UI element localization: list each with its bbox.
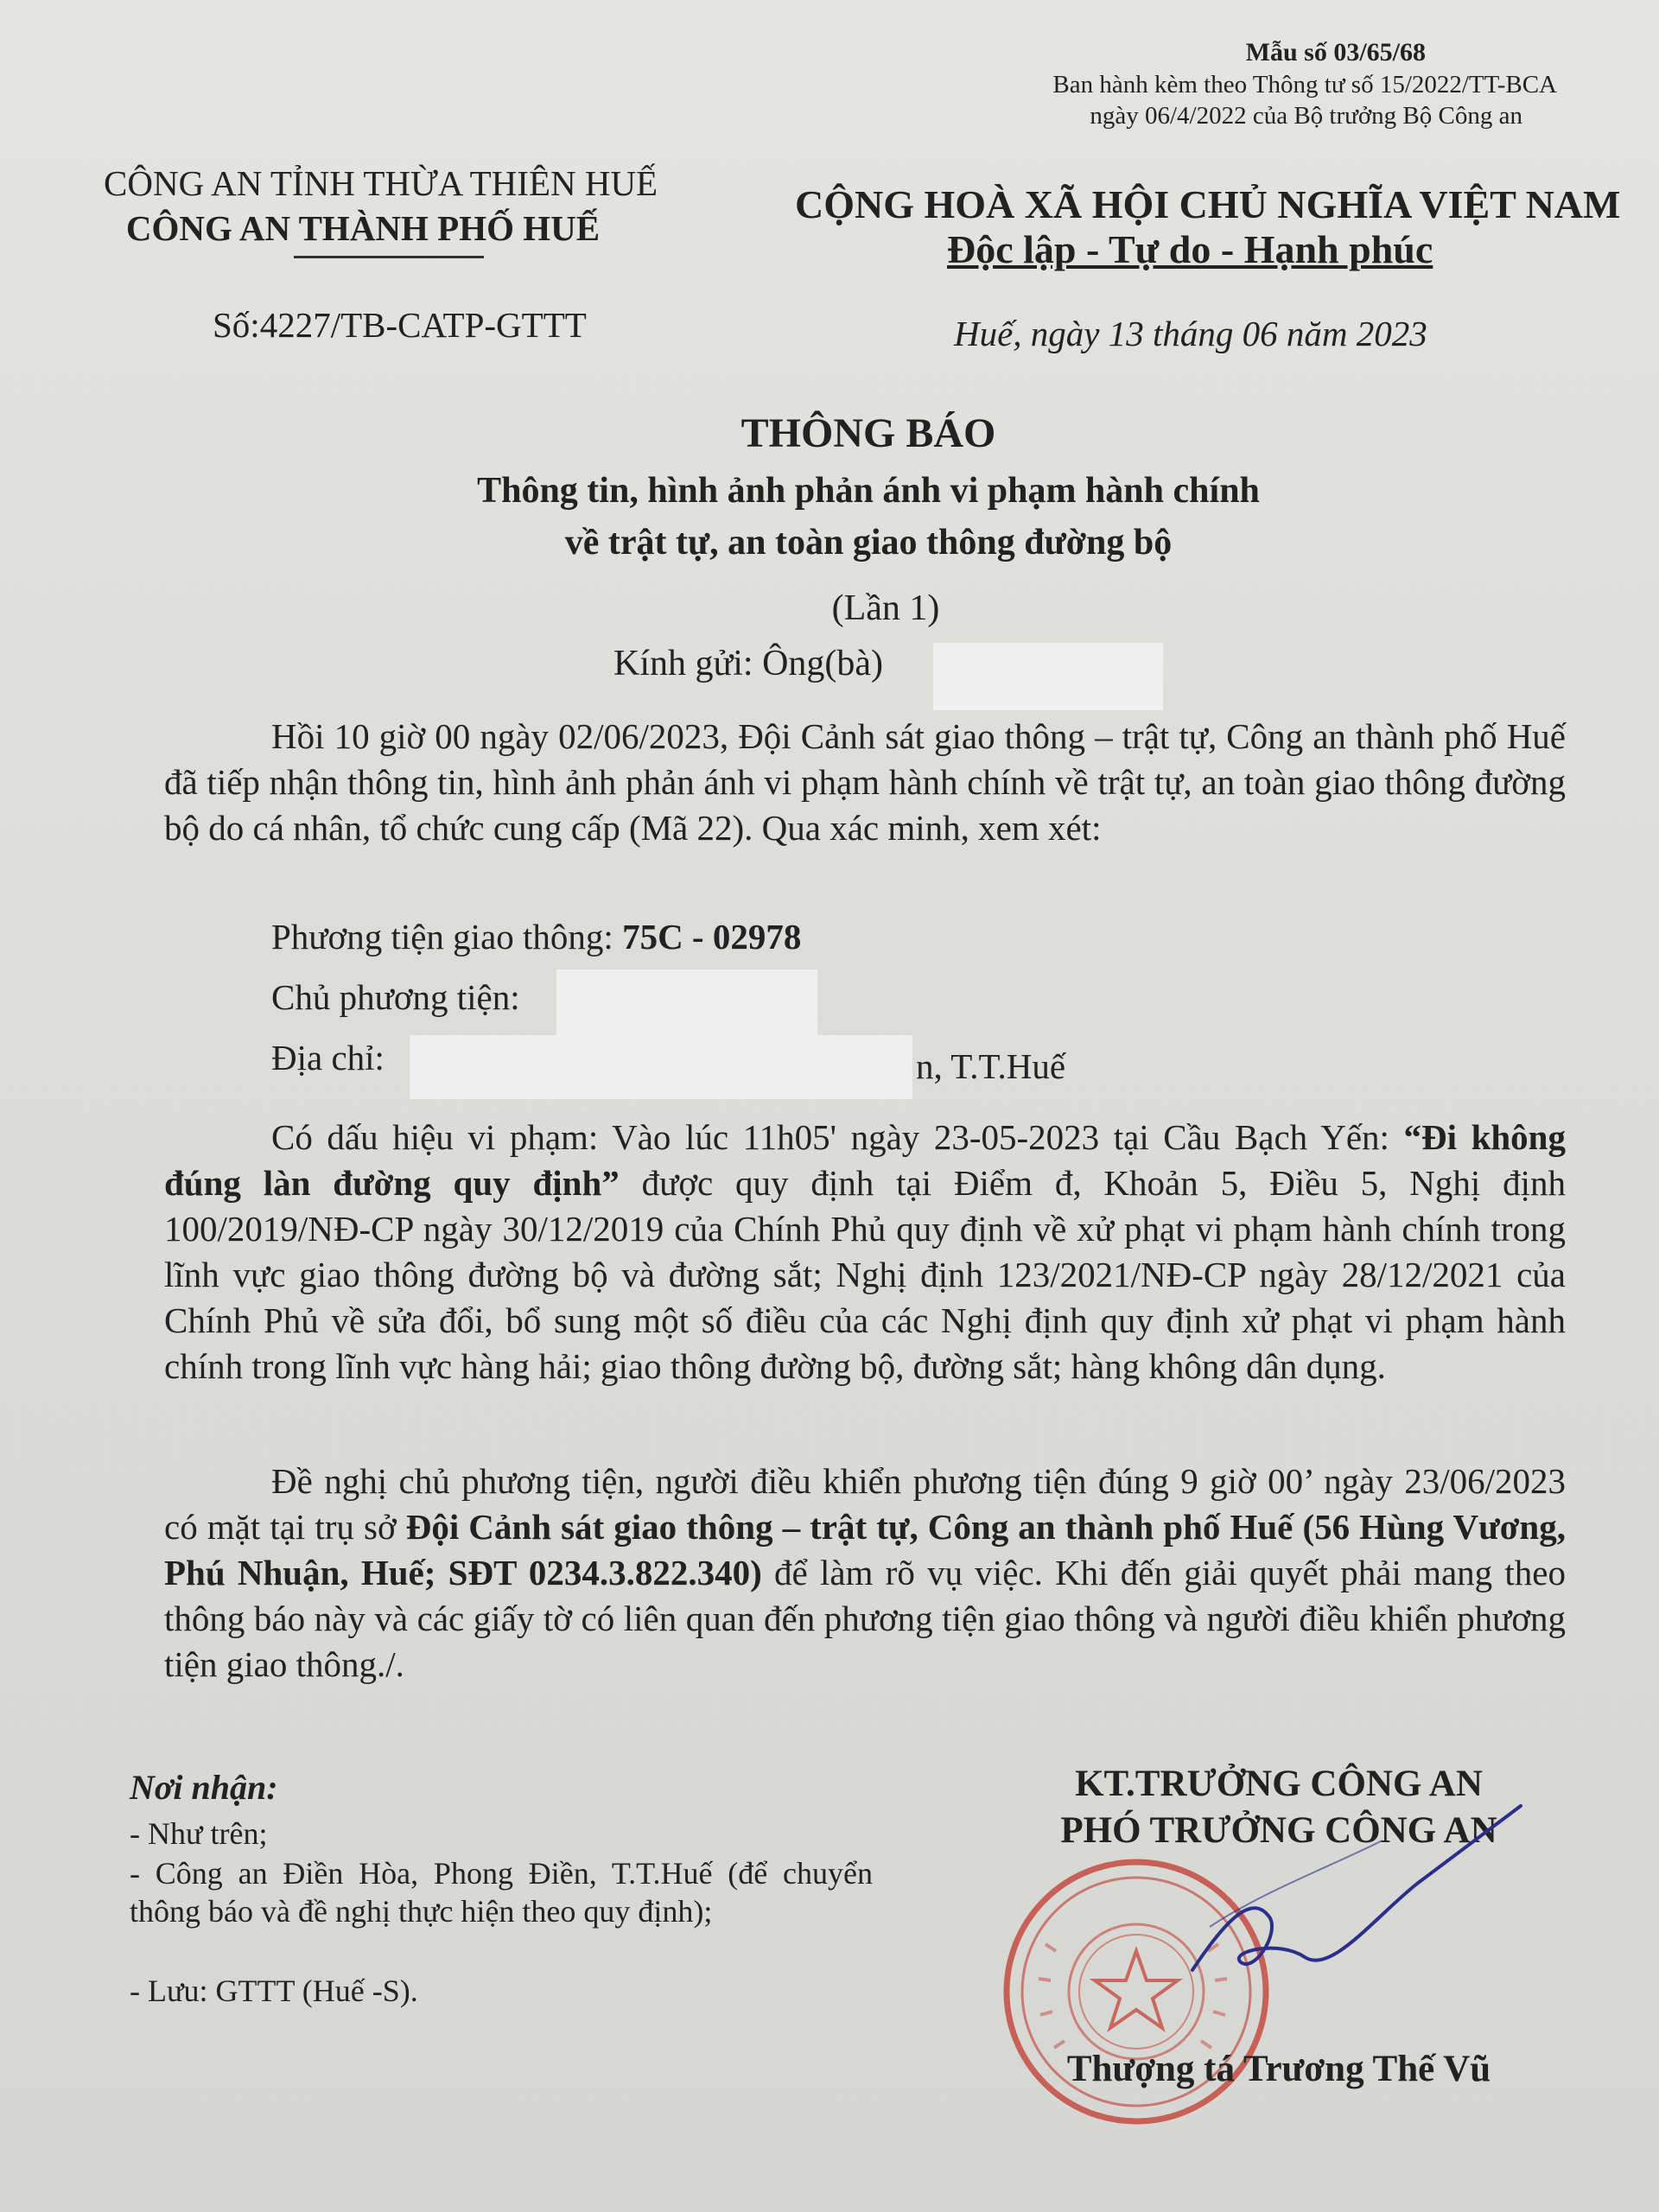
- recipient-item-2: - Công an Điền Hòa, Phong Điền, T.T.Huế (để chuyển thông báo và đề nghị thực hiện theo quy định);: [130, 1856, 873, 1929]
- place-date: Huế, ngày 13 tháng 06 năm 2023: [954, 314, 1427, 353]
- subject-line-2: về trật tự, an toàn giao thông đường bộ: [564, 523, 1173, 563]
- form-issued-line2: ngày 06/4/2022 của Bộ trưởng Bộ Công an: [1090, 102, 1522, 130]
- form-issued-line1: Ban hành kèm theo Thông tư số 15/2022/TT-BCA: [1052, 71, 1557, 99]
- violation-name: “Đi không đúng làn đường quy định”: [164, 1117, 1566, 1203]
- national-motto: Độc lập - Tự do - Hạnh phúc: [947, 227, 1433, 271]
- recipient-name-redaction: [933, 643, 1163, 710]
- subject-line-1: Thông tin, hình ảnh phản ánh vi phạm hành chính: [477, 471, 1260, 511]
- recipient-item-1: - Như trên;: [130, 1816, 268, 1851]
- request-office: Đội Cảnh sát giao thông – trật tự, Công an thành phố Huế (56 Hùng Vương, Phú Nhuận, Huế; SĐT 0234.3.822.340): [164, 1507, 1566, 1592]
- violation-legal-basis: được quy định tại Điểm đ, Khoản 5, Điều 5, Nghị định 100/2019/NĐ-CP ngày 30/12/2019 của Chính Phủ quy định về xử phạt vi phạm hành chính trong lĩnh vực giao thông đường bộ và đường sắt; Nghị định 123/2021/NĐ-CP ngày 28/12/2021 của Chính Phủ về sửa đổi, bổ sung một số điều của các Nghị định quy định xử phạt vi phạm hành chính trong lĩnh vực hàng hải; giao thông đường bộ, đường sắt; hàng không dân dụng.: [164, 1163, 1566, 1386]
- recipient-item-3: - Lưu: GTTT (Huế -S).: [130, 1974, 418, 2008]
- form-number: Mẫu số 03/65/68: [1245, 38, 1426, 67]
- signature-title-2: PHÓ TRƯỞNG CÔNG AN: [1060, 1810, 1497, 1851]
- owner-name-redaction: [556, 969, 817, 1039]
- body-paragraph-request: [164, 1459, 1566, 1688]
- agency-parent: CÔNG AN TỈNH THỪA THIÊN HUẾ: [104, 163, 658, 203]
- recipients-title: Nơi nhận:: [130, 1768, 278, 1807]
- vehicle-row: [271, 916, 801, 957]
- address-redaction: [410, 1035, 912, 1099]
- body-paragraph-intro: Hồi 10 giờ 00 ngày 02/06/2023, Đội Cảnh sát giao thông – trật tự, Công an thành phố Huế đã tiếp nhận thông tin, hình ảnh phản ánh vi phạm hành chính về trật tự, an toàn giao thông đường bộ do cá nhân, tổ chức cung cấp (Mã 22). Qua xác minh, xem xét:: [164, 716, 1566, 848]
- agency-unit: CÔNG AN THÀNH PHỐ HUẾ: [125, 208, 601, 248]
- vehicle-label: Phương tiện giao thông:: [271, 917, 623, 957]
- document-type: THÔNG BÁO: [741, 410, 996, 456]
- owner-label: Chủ phương tiện:: [271, 977, 520, 1017]
- vehicle-plate: 75C - 02978: [622, 917, 802, 957]
- handwritten-signature-icon: [1158, 1789, 1538, 2005]
- agency-underline: [294, 256, 484, 258]
- body-paragraph-violation: [164, 1115, 1566, 1389]
- address-label: Địa chỉ:: [271, 1038, 385, 1077]
- request-rest: để làm rõ vụ việc. Khi đến giải quyết phải mang theo thông báo này và các giấy tờ có liên quan đến phương tiện giao thông và người điều khiển phương tiện giao thông./.: [164, 1553, 1566, 1684]
- recipient-label: Kính gửi: Ông(bà): [613, 644, 884, 683]
- document-number: Số:4227/TB-CATP-GTTT: [213, 305, 587, 345]
- address-tail: n, T.T.Huế: [916, 1046, 1066, 1086]
- signer-name: Thượng tá Trương Thế Vũ: [1066, 2049, 1491, 2089]
- request-lead: Đề nghị chủ phương tiện, người điều khiển phương tiện đúng 9 giờ 00’ ngày 23/06/2023 có mặt tại trụ sở: [164, 1461, 1566, 1547]
- signature-title-1: KT.TRƯỞNG CÔNG AN: [1075, 1764, 1483, 1804]
- violation-lead: Có dấu hiệu vi phạm: Vào lúc 11h05' ngày 23-05-2023 tại Cầu Bạch Yến:: [271, 1117, 1404, 1157]
- country-name: CỘNG HOÀ XÃ HỘI CHỦ NGHĨA VIỆT NAM: [795, 182, 1621, 226]
- attempt-number: (Lần 1): [831, 588, 940, 628]
